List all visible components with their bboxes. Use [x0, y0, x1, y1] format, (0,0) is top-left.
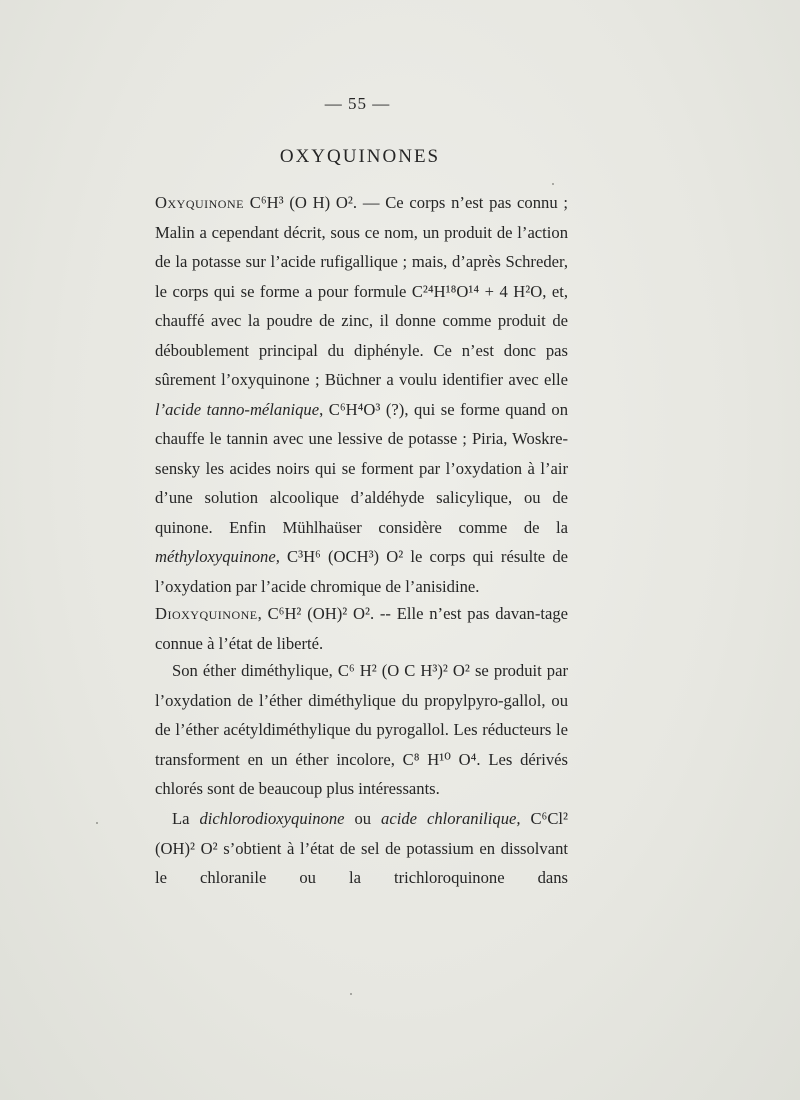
paragraph-ether-text: Son éther diméthylique, C⁶ H² (O C H³)² O² se produit par l’oxydation de l’éther diméthylique du propylpyro-gallol, ou de l’éther acétyldiméthylique du pyrogallol. Les réducteurs le transforment en un éther incolore, C⁸ H¹⁰ O⁴. Les dérivés chlorés sont de beaucoup plus intéressants.: [155, 661, 568, 798]
paragraph-dichloro: [155, 804, 568, 893]
term-methyloxyquinone: méthyloxyquinone,: [155, 547, 280, 566]
text-segment: , C⁶H⁴O³ (?), qui se forme quand on chauffe le tannin avec une lessive de potasse ; Piria, Woskre-sensky les acides noirs qui se forment par l’oxydation à l’air d’une solution alcoolique d’aldéhyde salicylique, ou de quinone. Enfin Mühlhaüser considère comme de la: [155, 399, 568, 537]
page-number: — 55 —: [324, 94, 391, 113]
paragraph-dioxyquinone-text: Dioxyquinone, C⁶H² (OH)² O². -- Elle n’est pas davan-tage connue à l’état de liberté.: [155, 604, 568, 653]
text-segment: — Ce corps n’est pas connu ; Malin a cependant décrit, sous ce nom, un produit de l’action de la potasse sur l’acide rufigallique ; mais, d’après Schreder, le corps qui se forme a pour formule C²⁴H¹⁸O¹⁴ + 4 H²O, et, chauffé avec la poudre de zinc, il donne comme produit de déboublement principal du diphényle. Ce n’est donc pas sûrement l’oxyquinone ; Büchner a voulu identifier avec elle: [155, 193, 568, 389]
term-acide-chloranilique: acide chloranilique,: [381, 809, 521, 828]
text-segment: ou: [344, 809, 382, 828]
text-segment: C³H⁶ (OCH³) O² le corps qui résulte de l’oxydation par l’acide chromique de l’anisidine.: [155, 547, 568, 596]
compound-heading-dioxyquinone: Dioxyquinone: [155, 604, 258, 623]
formula-dioxyquinone: C⁶H² (OH)² O².: [267, 604, 375, 623]
paragraph-dichloro-text: [155, 804, 568, 893]
term-dichlorodioxyquinone: dichlorodioxyquinone: [199, 809, 345, 828]
paper-speck: [96, 822, 98, 824]
section-title: OXYQUINONES: [279, 146, 441, 167]
paragraph-oxyquinone-text: [155, 188, 568, 601]
paragraph-ether: [155, 656, 568, 804]
paragraph-oxyquinone: [155, 188, 568, 601]
formula-oxyquinone: C⁶H³ (O H) O².: [249, 193, 358, 212]
paper-speck: [552, 183, 554, 185]
paper-speck: [350, 993, 352, 995]
text-segment: C⁶Cl² (OH)² O² s’obtient à l’état de sel de potassium en dissolvant le chloranile ou la trichloroquinone dans: [155, 809, 568, 887]
text-segment: La: [172, 809, 200, 828]
compound-heading-oxyquinone: Oxyquinone: [155, 193, 244, 212]
text-segment: -- Elle n’est pas davan-tage connue à l’état de liberté.: [155, 604, 568, 653]
term-tannomelanique: l’acide tanno-mélanique: [155, 399, 320, 419]
paragraph-dioxyquinone: [155, 599, 568, 658]
